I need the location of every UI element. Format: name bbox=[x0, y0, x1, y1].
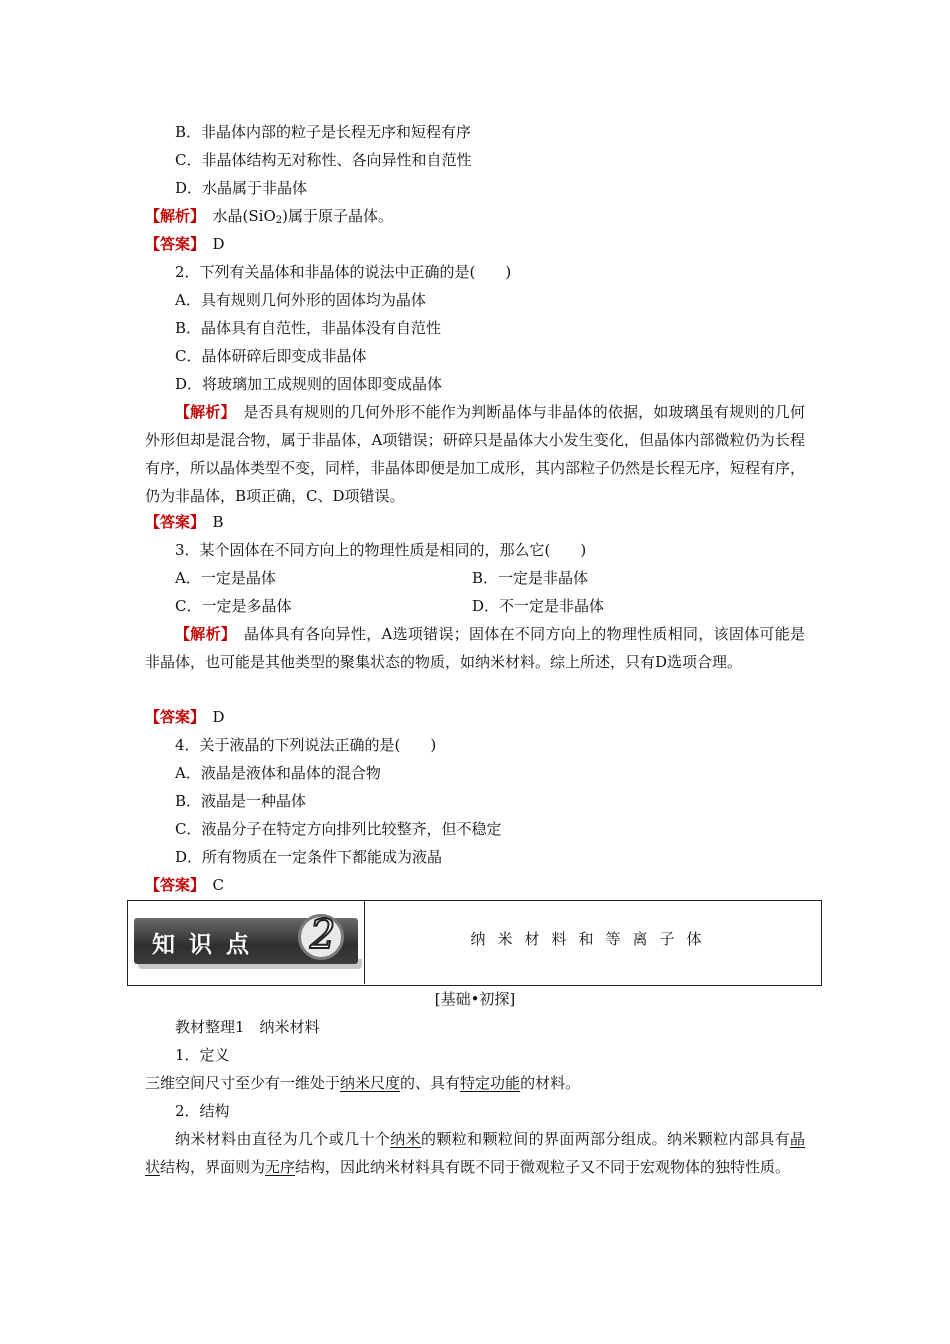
knowledge-point-title: 纳米材料和等离子体 bbox=[470, 930, 714, 948]
q2-option-d: D．将玻璃加工成规则的固体即变成晶体 bbox=[175, 375, 443, 393]
section-label: [基础•初探] bbox=[434, 990, 516, 1008]
knowledge-point-banner bbox=[128, 901, 365, 984]
q1-answer bbox=[145, 234, 225, 254]
blank-disordered: 无序 bbox=[265, 1158, 296, 1176]
banner-bar bbox=[134, 912, 358, 964]
banner-number: 2 bbox=[310, 912, 336, 958]
q2-stem: 2．下列有关晶体和非晶体的说法中正确的是( ) bbox=[175, 263, 512, 281]
q3-option-a: A．一定是晶体 bbox=[175, 569, 276, 587]
q3-analysis: 【解析】 晶体具有各向异性，A选项错误；固体在不同方向上的物理性质相同，该固体可能是非晶体，也可能是其他类型的聚集状态的物质，如纳米材料。综上所述，只有D选项合理。 bbox=[145, 625, 805, 671]
q2-answer bbox=[145, 512, 224, 532]
answer-value: B bbox=[212, 513, 224, 531]
q3-stem: 3．某个固体在不同方向上的物理性质是相同的，那么它( ) bbox=[175, 541, 587, 559]
analysis-tag: 【解析】 bbox=[175, 403, 229, 421]
analysis-tag: 【解析】 bbox=[145, 207, 198, 225]
q4-answer bbox=[145, 875, 224, 895]
q2-option-c: C．晶体研碎后即变成非晶体 bbox=[175, 347, 367, 365]
answer-value: C bbox=[212, 876, 225, 894]
q3-option-c: C．一定是多晶体 bbox=[175, 597, 292, 615]
knowledge-point-box bbox=[127, 900, 822, 986]
q3-option-d: D．不一定是非晶体 bbox=[472, 597, 605, 615]
q1-option-c: C．非晶体结构无对称性、各向异性和自范性 bbox=[175, 151, 472, 169]
q2-option-b: B．晶体具有自范性，非晶体没有自范性 bbox=[175, 319, 442, 337]
q2-option-a: A．具有规则几何外形的固体均为晶体 bbox=[175, 291, 426, 309]
q4-option-b: B．液晶是一种晶体 bbox=[175, 792, 307, 810]
answer-value: D bbox=[212, 708, 225, 726]
q2-analysis: 【解析】 是否具有规则的几何外形不能作为判断晶体与非晶体的依据，如玻璃虽有规则的几何外形但却是混合物，属于非晶体，A项错误；研碎只是晶体大小发生变化，但晶体内部微粒仍为长程有序，所以晶体类型不变，同样，非晶体即便是加工成形，其内部粒子仍然是长程无序，短程有序，仍为非晶体，B项正确，C、D项错误。 bbox=[145, 403, 806, 505]
q4-option-c: C．液晶分子在特定方向排列比较整齐，但不稳定 bbox=[175, 820, 502, 838]
definition-heading: 1．定义 bbox=[175, 1046, 230, 1064]
answer-tag: 【答案】 bbox=[145, 235, 198, 253]
answer-tag: 【答案】 bbox=[145, 708, 198, 726]
q3-option-b: B．一定是非晶体 bbox=[472, 569, 589, 587]
blank-crystalline: 晶状 bbox=[145, 1130, 805, 1176]
q1-analysis: 【解析】 水晶(SiO$_2$)属于原子晶体。 bbox=[145, 207, 393, 226]
blank-nano-scale: 纳米尺度 bbox=[340, 1074, 401, 1092]
q1-option-b: B．非晶体内部的粒子是长程无序和短程有序 bbox=[175, 123, 472, 141]
blank-special-function: 特定功能 bbox=[460, 1074, 521, 1092]
material-heading: 教材整理1 纳米材料 bbox=[175, 1018, 320, 1036]
answer-value: D bbox=[212, 235, 225, 253]
q3-options-row2 bbox=[175, 596, 775, 616]
structure-text: 纳米材料由直径为几个或几十个纳米的颗粒和颗粒间的界面两部分组成。纳米颗粒内部具有晶状结构，界面则为无序结构，因此纳米材料具有既不同于微观粒子又不同于宏观物体的独特性质。 bbox=[145, 1130, 805, 1176]
answer-tag: 【答案】 bbox=[145, 513, 198, 531]
answer-tag: 【答案】 bbox=[145, 876, 198, 894]
q4-stem: 4．关于液晶的下列说法正确的是( ) bbox=[175, 736, 437, 754]
q4-option-d: D．所有物质在一定条件下都能成为液晶 bbox=[175, 848, 443, 866]
definition-text: 三维空间尺寸至少有一维处于纳米尺度的、具有特定功能的材料。 bbox=[145, 1074, 581, 1092]
q3-options-row1 bbox=[175, 568, 775, 588]
structure-heading: 2．结构 bbox=[175, 1102, 230, 1120]
q4-option-a: A．液晶是液体和晶体的混合物 bbox=[175, 764, 381, 782]
q1-option-d: D．水晶属于非晶体 bbox=[175, 179, 308, 197]
analysis-tag: 【解析】 bbox=[175, 625, 229, 643]
banner-label: 知识点 bbox=[152, 932, 263, 958]
q3-answer bbox=[145, 707, 225, 727]
blank-nano: 纳米 bbox=[390, 1130, 421, 1148]
